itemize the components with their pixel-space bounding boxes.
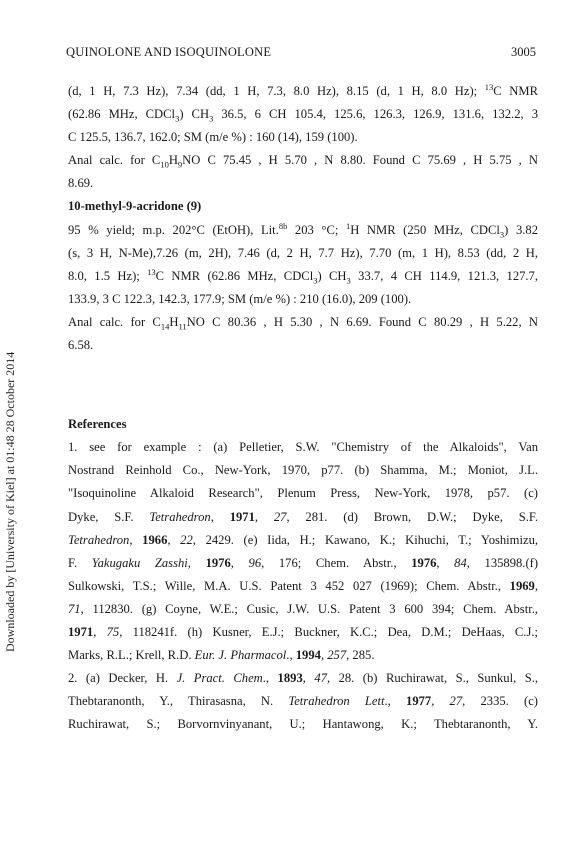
analysis-line: 8.69. xyxy=(68,176,94,191)
reference-line: "Isoquinoline Alkaloid Research", Plenum Press, New-York, 1978, p57. (c) xyxy=(68,486,538,501)
spectral-line: (62.86 MHz, CDCl$_3$) $CH_3$ 36.5, 6 CH 105.4, 125.6, 126.3, 126.9, 131.6, 132.2, 3 xyxy=(68,107,538,124)
reference-line: Thebtaranonth, Y., Thirasasna, N. Tetrahedron Lett., 1977, 27, 2335. (c) xyxy=(68,694,538,709)
reference-line: Dyke, S.F. Tetrahedron, 1971, 27, 281. (d) Brown, D.W.; Dyke, S.F. xyxy=(68,509,538,524)
analysis-line: Anal calc. for $C_{10}H_9NO$ C 75.45 , H 5.70 , N 8.80. Found C 75.69 , H 5.75 , N xyxy=(68,153,538,170)
reference-line: 1. see for example : (a) Pelletier, S.W. "Chemistry of the Alkaloids", Van xyxy=(68,440,538,455)
reference-line: Sulkowski, T.S.; Wille, M.A. U.S. Patent 3 452 027 (1969); Chem. Abstr., 1969, xyxy=(68,578,538,593)
analysis-line: 6.58. xyxy=(68,338,94,353)
section-gap xyxy=(68,357,538,413)
reference-line: Marks, R.L.; Krell, R.D. Eur. J. Pharmacol., 1994, 257, 285. xyxy=(68,648,375,663)
reference-line: 71, 112830. (g) Coyne, W.E.; Cusic, J.W. U.S. Patent 3 600 394; Chem. Abstr., xyxy=(68,601,538,616)
spectral-line: (s, 3 H, N-Me),7.26 (m, 2H), 7.46 (d, 2 H, 7.7 Hz), 7.70 (m, 1 H), 8.53 (dd, 2 H, xyxy=(68,245,538,260)
spectral-line: C 125.5, 136.7, 162.0; SM (m/e %) : 160 (14), 159 (100). xyxy=(68,130,358,145)
compound-heading: 10-methyl-9-acridone (9) xyxy=(68,199,202,214)
analysis-line: Anal calc. for $C_{14}H_{11}NO$ C 80.36 , H 5.30 , N 6.69. Found C 80.29 , H 5.22, N xyxy=(68,314,538,332)
running-title: QUINOLONE AND ISOQUINOLONE xyxy=(66,45,272,59)
spectral-line: 8.0, 1.5 Hz); $^{13}$C NMR (62.86 MHz, CDCl$_3$) $CH_3$ 33.7, 4 CH 114.9, 121.3, 127.7, xyxy=(68,266,539,286)
download-watermark: Downloaded by [University of Kiel] at 01:48 28 October 2014 xyxy=(3,351,17,652)
page-number: 3005 xyxy=(511,45,536,59)
reference-line: F. Yakugaku Zasshi, 1976, 96, 176; Chem. Abstr., 1976, 84, 135898.(f) xyxy=(68,555,539,570)
spectral-line: (d, 1 H, 7.3 Hz), 7.34 (dd, 1 H, 7.3, 8.0 Hz), 8.15 (d, 1 H, 8.0 Hz); $^{13}$C NMR xyxy=(68,81,538,98)
reference-line: Nostrand Reinhold Co., New-York, 1970, p77. (b) Shamma, M.; Moniot, J.L. xyxy=(68,463,538,478)
reference-line: Ruchirawat, S.; Borvornvinyanant, U.; Hantawong, K.; Thebtaranonth, Y. xyxy=(68,717,538,732)
references-heading: References xyxy=(68,417,127,432)
reference-line: Tetrahedron, 1966, 22, 2429. (e) Iida, H.; Kawano, K.; Kihuchi, T.; Yoshimizu, xyxy=(68,532,539,547)
reference-line: 1971, 75, 118241f. (h) Kusner, E.J.; Buckner, K.C.; Dea, D.M.; DeHaas, C.J.; xyxy=(68,624,538,639)
spectral-line: 133.9, 3 C 122.3, 142.3, 177.9; SM (m/e %) : 210 (16.0), 209 (100). xyxy=(68,291,412,306)
reference-line: 2. (a) Decker, H. J. Pract. Chem., 1893, 47, 28. (b) Ruchirawat, S., Sunkul, S., xyxy=(68,671,539,686)
spectral-line: 95 % yield; m.p. 202°C (EtOH), Lit.$^{8b}$ 203 °C; $^1$H NMR (250 MHz, CDCl$_3$) 3.82 xyxy=(68,220,538,240)
page-body xyxy=(68,80,538,736)
